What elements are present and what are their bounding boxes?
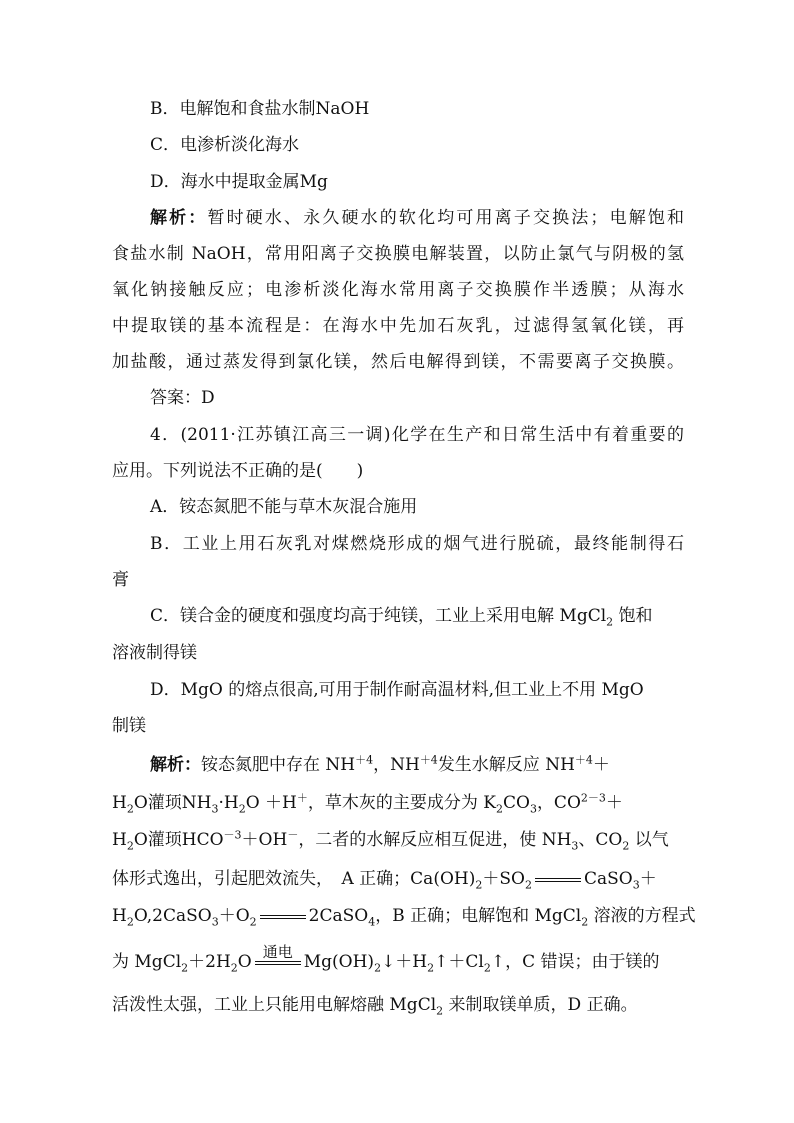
q4-option-d-line2: 制镁 bbox=[112, 716, 146, 736]
analysis4-line4: 体形式逸出，引起肥效流失， A 正确；$Ca(OH)_2+SO_2$ CaSO$_3$＋ bbox=[112, 869, 657, 892]
analysis4-line6: 为 $MgCl_2+2H_2O$ 通电 $Mg(OH)_2↓+H_2↑+Cl_2↑$，C 错误；由于镁的 bbox=[112, 950, 684, 974]
electrolysis-equals-sign bbox=[255, 942, 301, 968]
analysis4-line1: 解析：铵态氮肥中存在 $NH^{+4}$，$NH^{+4}$发生水解反应 $NH^{+4}+$ bbox=[150, 753, 610, 775]
analysis3-line5: 加盐酸，通过蒸发得到氯化镁，然后电解得到镁，不需要离子交换膜。 bbox=[112, 352, 684, 372]
equals-sign bbox=[260, 912, 306, 922]
analysis-label: 解析： bbox=[150, 208, 208, 228]
option-c-prev: C．电渗析淡化海水 bbox=[150, 135, 300, 155]
equals-sign bbox=[535, 875, 581, 885]
analysis4-line2: $H_2O$灌顼$NH_3\cdot H_2O +H^+$，草木灰的主要成分为 $K_2CO_3$，$CO^{2-3}+$ bbox=[112, 791, 623, 816]
analysis3-line4: 中提取镁的基本流程是：在海水中先加石灰乳，过滤得氢氧化镁，再 bbox=[112, 316, 684, 336]
analysis3-line1: 解析：暂时硬水、永久硬水的软化均可用离子交换法；电解饱和 bbox=[150, 208, 685, 228]
answer3: 答案：D bbox=[150, 388, 215, 408]
analysis4-line5: $H_2O,2CaSO_3+O_2$ 2CaSO$_4$，B 正确；电解饱和 MgCl$_2$ 溶液的方程式 bbox=[112, 906, 696, 929]
option-d-prev: D．海水中提取金属Mg bbox=[150, 172, 328, 192]
q4-stem-line1: 4．(2011·江苏镇江高三一调)化学在生产和日常生活中有着重要的 bbox=[150, 425, 684, 445]
electrolysis-condition: 通电 bbox=[262, 942, 293, 961]
analysis3-line2: 食盐水制 NaOH，常用阳离子交换膜电解装置，以防止氯气与阴极的氢 bbox=[112, 244, 684, 264]
analysis4-line3: $H_2O$灌顼$HCO^{-3}+OH^-$，二者的水解反应相互促进，使 $NH_3$、$CO_2$ 以气 bbox=[112, 828, 669, 853]
analysis4-line7: 活泼性太强，工业上只能用电解熔融 MgCl$_2$ 来制取镁单质，D 正确。 bbox=[112, 995, 638, 1018]
q4-option-c-line2: 溶液制得镁 bbox=[112, 643, 197, 663]
option-b-prev: B．电解饱和食盐水制NaOH bbox=[150, 99, 370, 119]
q4-stem-line2: 应用。下列说法不正确的是( ) bbox=[112, 461, 364, 481]
q4-option-d-line1: D．MgO 的熔点很高,可用于制作耐高温材料,但工业上不用 MgO bbox=[150, 680, 644, 700]
analysis-label: 解析： bbox=[150, 755, 201, 775]
analysis3-line3: 氧化钠接触反应；电渗析淡化海水常用离子交换膜作半透膜；从海水 bbox=[112, 280, 684, 300]
q4-option-b-line2: 膏 bbox=[112, 570, 129, 590]
q4-option-c-line1: C．镁合金的硬度和强度均高于纯镁，工业上采用电解 MgCl$_2$ 饱和 bbox=[150, 606, 653, 629]
q4-option-a: A．铵态氮肥不能与草木灰混合施用 bbox=[150, 497, 418, 517]
q4-option-b-line1: B．工业上用石灰乳对煤燃烧形成的烟气进行脱硫，最终能制得石 bbox=[150, 534, 684, 554]
